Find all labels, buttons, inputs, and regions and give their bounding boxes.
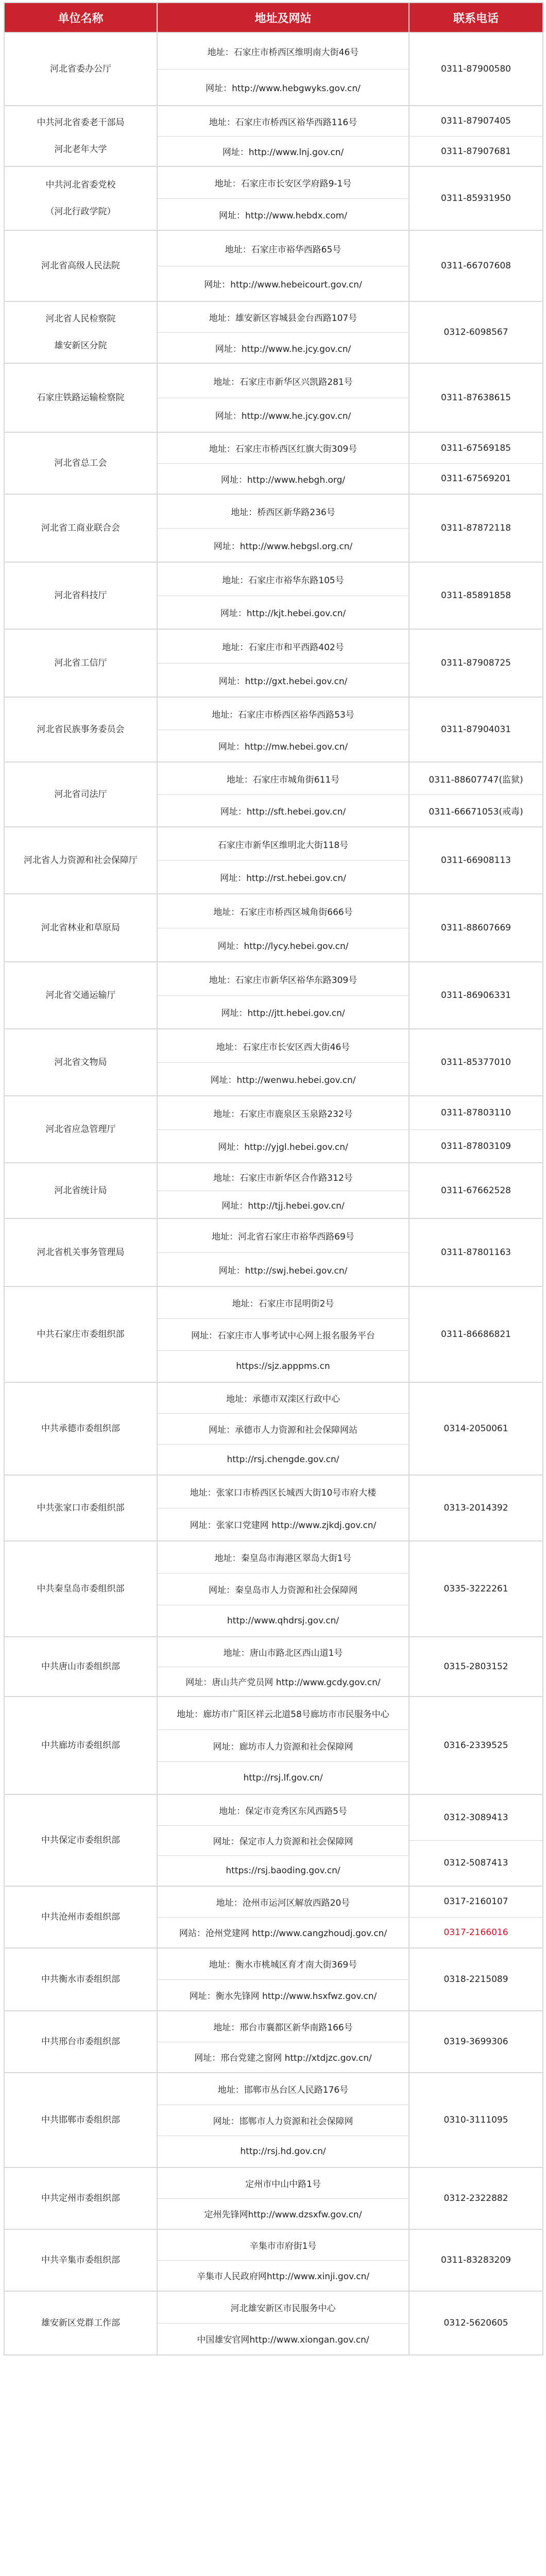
website-text[interactable]: 网址：http://wenwu.hebei.gov.cn/ [210, 1075, 356, 1086]
phone-number: 0312-3089413 [443, 1812, 508, 1823]
phone-number: 0311-67569185 [441, 443, 511, 453]
unit-name: 中共承德市委组织部 [41, 1423, 120, 1434]
address-text: 地址：石家庄市桥西区城角街666号 [213, 907, 353, 918]
phone-number: 0319-3699306 [443, 2036, 508, 2047]
website-text[interactable]: 网址：http://www.hebgwyks.gov.cn/ [206, 83, 361, 94]
phone-number: 0311-87907681 [441, 146, 511, 157]
website-text[interactable]: https://rsj.baoding.gov.cn/ [226, 1866, 340, 1876]
unit-name: 河北省人力资源和社会保障厅 [24, 855, 138, 866]
table-row [4, 1096, 543, 1163]
address-text: 河北雄安新区市民服务中心 [230, 2303, 336, 2314]
unit-name: 中共邯郸市委组织部 [41, 2114, 120, 2125]
phone-number: 0311-83283209 [441, 2255, 511, 2265]
table-row [4, 363, 543, 432]
website-text[interactable]: https://sjz.apppms.cn [236, 1361, 330, 1371]
unit-name: 河北省民族事务委员会 [37, 724, 125, 735]
phone-cell [409, 697, 543, 762]
phone-cell [409, 2291, 543, 2355]
phone-number: 0311-85931950 [441, 193, 511, 204]
address-website-cell [157, 432, 409, 494]
unit-name-cell [4, 762, 157, 827]
phone-number: 0311-66908113 [441, 855, 511, 866]
phone-number: 0311-86686821 [441, 1329, 511, 1340]
website-text[interactable]: 网址：http://www.he.jcy.gov.cn/ [215, 344, 351, 354]
phone-cell [409, 32, 543, 106]
table-row [4, 1886, 543, 1948]
website-text[interactable]: 网址：衡水先锋网 http://www.hsxfwz.gov.cn/ [189, 1991, 377, 2002]
website-text: 网址：保定市人力资源和社会保障网 [213, 1836, 353, 1847]
address-website-cell [157, 1286, 409, 1382]
unit-name-cell [4, 1886, 157, 1948]
unit-name: 河北省司法厅 [54, 789, 107, 800]
table-row [4, 1475, 543, 1541]
address-website-cell [157, 1948, 409, 2011]
address-text: 地址：保定市竞秀区东风西路5号 [219, 1806, 347, 1817]
phone-number: 0312-2322882 [443, 2193, 508, 2204]
address-website-cell [157, 166, 409, 230]
unit-name: 中共河北省委党校 [45, 180, 116, 190]
address-text: 地址：石家庄市新华区裕华东路309号 [209, 975, 357, 986]
unit-name: 中共唐山市委组织部 [41, 1661, 120, 1672]
phone-cell [409, 894, 543, 962]
address-website-cell [157, 629, 409, 697]
website-text[interactable]: 网址：http://gxt.hebei.gov.cn/ [218, 676, 348, 687]
table-row [4, 166, 543, 230]
phone-cell [409, 106, 543, 166]
table-row [4, 1029, 543, 1096]
website-text[interactable]: 网址：http://swj.hebei.gov.cn/ [218, 1265, 348, 1276]
address-website-cell [157, 1541, 409, 1637]
website-text: 网址：承德市人力资源和社会保障网站 [209, 1425, 357, 1435]
phone-number: 0311-66671053(戒毒) [429, 807, 523, 817]
unit-name: 雄安新区党群工作部 [41, 2317, 120, 2328]
address-website-cell [157, 827, 409, 894]
phone-cell [409, 1697, 543, 1794]
website-text[interactable]: 网站：沧州党建网 http://www.cangzhoudj.gov.cn/ [179, 1928, 387, 1939]
unit-name-cell [4, 1163, 157, 1218]
unit-name-cell [4, 2011, 157, 2073]
phone-number: 0311-87801163 [441, 1247, 511, 1258]
table-row [4, 1637, 543, 1697]
website-text[interactable]: http://rsj.chengde.gov.cn/ [227, 1454, 339, 1465]
address-website-cell [157, 1218, 409, 1286]
unit-name: 河北省人民检察院 [45, 314, 116, 324]
website-text[interactable]: 网址：http://www.hebgsl.org.cn/ [213, 541, 353, 552]
unit-name: 河北省交通运输厅 [45, 990, 116, 1001]
address-text: 地址：邢台市襄都区新华南路166号 [213, 2022, 353, 2033]
table-row [4, 962, 543, 1029]
address-website-cell [157, 697, 409, 762]
unit-name: （河北行政学院） [45, 207, 116, 217]
phone-cell [409, 1163, 543, 1218]
address-website-cell [157, 1382, 409, 1475]
unit-name: 雄安新区分院 [54, 341, 107, 351]
unit-name: 河北省总工会 [54, 458, 107, 468]
table-row [4, 2073, 543, 2167]
phone-number: 0310-3111095 [443, 2114, 508, 2125]
phone-cell [409, 2011, 543, 2073]
unit-name-cell [4, 1096, 157, 1163]
address-text: 地址：石家庄市桥西区裕华西路53号 [212, 709, 354, 720]
phone-cell [409, 1541, 543, 1637]
table-row [4, 2229, 543, 2291]
phone-number: 0311-67662528 [441, 1185, 511, 1196]
address-text: 地址：廊坊市广阳区祥云北道58号廊坊市市民服务中心 [177, 1709, 389, 1720]
unit-name-cell [4, 827, 157, 894]
address-website-cell [157, 762, 409, 827]
unit-name: 河北省高级人民法院 [41, 261, 120, 271]
website-text[interactable]: http://rsj.hd.gov.cn/ [240, 2146, 326, 2157]
address-text: 石家庄市新华区维明北大街118号 [217, 840, 349, 851]
header-phone: 联系电话 [409, 3, 543, 32]
phone-number: 0311-87872118 [441, 523, 511, 533]
phone-number: 0311-67569201 [441, 473, 511, 484]
phone-cell [409, 1382, 543, 1475]
phone-number: 0311-87907405 [441, 116, 511, 126]
unit-name-cell [4, 494, 157, 562]
address-text: 地址：张家口市桥西区长城西大街10号市府大楼 [190, 1487, 377, 1498]
address-text: 地址：河北省石家庄市裕华西路69号 [212, 1232, 354, 1242]
table-row [4, 432, 543, 494]
unit-name-cell [4, 1697, 157, 1794]
phone-cell [409, 2167, 543, 2229]
unit-name: 中共河北省委老干部局 [37, 117, 125, 128]
table-header-row [4, 3, 543, 32]
header-unit-name: 单位名称 [4, 3, 157, 32]
phone-number: 0335-3222261 [443, 1583, 508, 1594]
website-text[interactable]: 网址：http://www.he.jcy.gov.cn/ [215, 411, 351, 421]
table-row [4, 1541, 543, 1637]
unit-name-cell [4, 1286, 157, 1382]
address-text: 地址：石家庄市昆明街2号 [232, 1299, 334, 1310]
phone-cell [409, 562, 543, 629]
phone-cell [409, 494, 543, 562]
phone-number: 0311-87803109 [441, 1141, 511, 1151]
address-text: 地址：承德市双滦区行政中心 [226, 1394, 340, 1405]
unit-name: 中共定州市委组织部 [41, 2193, 120, 2204]
website-text[interactable]: 网址：http://kjt.hebei.gov.cn/ [220, 608, 346, 619]
phone-cell [409, 1475, 543, 1541]
website-text[interactable]: 网址：http://sft.hebei.gov.cn/ [220, 807, 346, 817]
recruitment-contact-table [4, 2, 543, 2355]
phone-cell [409, 432, 543, 494]
website-text[interactable]: 网址：http://tjj.hebei.gov.cn/ [221, 1200, 345, 1211]
phone-number: 0316-2339525 [443, 1740, 508, 1751]
phone-number: 0311-88607669 [441, 923, 511, 933]
phone-number: 0313-2014392 [443, 1502, 508, 1513]
table-body [4, 32, 543, 2355]
website-text[interactable]: http://www.qhdrsj.gov.cn/ [227, 1615, 339, 1626]
address-website-cell [157, 363, 409, 432]
address-text: 辛集市市府街1号 [249, 2241, 317, 2251]
address-text: 地址：雄安新区容城县金台西路107号 [209, 313, 357, 324]
address-website-cell [157, 1794, 409, 1886]
website-text: 网址：邯郸市人力资源和社会保障网 [213, 2116, 353, 2127]
header-address-website: 地址及网站 [157, 3, 409, 32]
phone-cell [409, 1637, 543, 1697]
unit-name: 河北省应急管理厅 [45, 1124, 116, 1134]
address-text: 地址：石家庄市长安区学府路9-1号 [214, 179, 352, 189]
website-text[interactable]: 网址：http://www.hebeicourt.gov.cn/ [204, 280, 362, 290]
phone-number: 0311-87904031 [441, 724, 511, 735]
phone-cell [409, 1948, 543, 2011]
address-website-cell [157, 562, 409, 629]
phone-number: 0311-87908725 [441, 658, 511, 668]
address-website-cell [157, 2167, 409, 2229]
phone-cell [409, 629, 543, 697]
unit-name-cell [4, 697, 157, 762]
unit-name-cell [4, 432, 157, 494]
phone-cell [409, 1794, 543, 1886]
phone-number: 0311-85377010 [441, 1057, 511, 1067]
table-row [4, 1286, 543, 1382]
address-text: 地址：唐山市路北区西山道1号 [223, 1648, 343, 1658]
address-website-cell [157, 1697, 409, 1794]
address-website-cell [157, 1029, 409, 1096]
unit-name: 河北省机关事务管理局 [37, 1247, 125, 1258]
address-text: 地址：秦皇岛市海港区翠岛大街1号 [214, 1553, 352, 1564]
unit-name-cell [4, 1475, 157, 1541]
table-row [4, 494, 543, 562]
unit-name: 河北省统计局 [54, 1185, 107, 1196]
address-website-cell [157, 1475, 409, 1541]
website-text[interactable]: 网址：邢台党建之窗网 http://xtdjzc.gov.cn/ [194, 2053, 372, 2064]
table-row [4, 1948, 543, 2011]
address-website-cell [157, 494, 409, 562]
table-row [4, 106, 543, 166]
table-row [4, 1382, 543, 1475]
unit-name-cell [4, 1637, 157, 1697]
phone-cell [409, 301, 543, 363]
unit-name-cell [4, 562, 157, 629]
unit-name-cell [4, 2229, 157, 2291]
unit-name: 中共沧州市委组织部 [41, 1911, 120, 1922]
unit-name-cell [4, 894, 157, 962]
unit-name: 中共张家口市委组织部 [37, 1502, 125, 1513]
table-row [4, 562, 543, 629]
address-website-cell [157, 106, 409, 166]
address-text: 地址：邯郸市丛台区人民路176号 [217, 2084, 349, 2095]
phone-number: 0312-5087413 [443, 1858, 508, 1869]
phone-number: 0312-5620605 [443, 2317, 508, 2328]
website-text[interactable]: 网址：http://www.lnj.gov.cn/ [222, 147, 344, 158]
address-website-cell [157, 1637, 409, 1697]
website-text[interactable]: 网址：http://www.hebgh.org/ [220, 474, 346, 485]
unit-name-cell [4, 1382, 157, 1475]
table-row [4, 697, 543, 762]
table-row [4, 301, 543, 363]
website-text: 网址：石家庄市人事考试中心网上报名服务平台 [191, 1330, 375, 1341]
address-text: 地址：石家庄市和平西路402号 [222, 642, 344, 653]
address-text: 地址：石家庄市桥西区裕华西路116号 [209, 117, 357, 128]
address-website-cell [157, 962, 409, 1029]
address-text: 地址：石家庄市鹿泉区玉泉路232号 [213, 1109, 353, 1120]
unit-name-cell [4, 2073, 157, 2167]
unit-name: 河北省林业和草原局 [41, 923, 120, 933]
website-text[interactable]: 定州先锋网http://www.dzsxfw.gov.cn/ [204, 2210, 362, 2221]
table-row [4, 827, 543, 894]
unit-name: 河北老年大学 [54, 144, 107, 155]
table-row [4, 1697, 543, 1794]
unit-name-cell [4, 301, 157, 363]
unit-name-cell [4, 363, 157, 432]
address-text: 地址：石家庄市城角街611号 [226, 774, 340, 785]
table-row [4, 1218, 543, 1286]
website-text[interactable]: 中国雄安官网http://www.xiongan.gov.cn/ [197, 2335, 369, 2346]
phone-number: 0317-2166016 [443, 1927, 508, 1938]
unit-name-cell [4, 1541, 157, 1637]
unit-name-cell [4, 230, 157, 301]
address-text: 地址：石家庄市裕华西路65号 [225, 244, 342, 255]
phone-number: 0315-2803152 [443, 1661, 508, 1672]
phone-cell [409, 363, 543, 432]
address-text: 地址：石家庄市裕华东路105号 [222, 575, 344, 586]
unit-name: 河北省文物局 [54, 1057, 107, 1067]
address-website-cell [157, 1096, 409, 1163]
unit-name-cell [4, 1218, 157, 1286]
table-row [4, 762, 543, 827]
unit-name-cell [4, 106, 157, 166]
phone-cell [409, 230, 543, 301]
address-text: 地址：桥西区新华路236号 [231, 507, 335, 518]
table-row [4, 1794, 543, 1886]
website-text[interactable]: 网址：http://lycy.hebei.gov.cn/ [217, 941, 349, 952]
website-text[interactable]: 网址：张家口党建网 http://www.zjkdj.gov.cn/ [190, 1520, 377, 1531]
unit-name: 中共保定市委组织部 [41, 1835, 120, 1845]
table-row [4, 230, 543, 301]
phone-cell [409, 962, 543, 1029]
phone-number: 0311-86906331 [441, 990, 511, 1001]
phone-number: 0311-85891858 [441, 590, 511, 601]
phone-number: 0312-6098567 [443, 327, 508, 337]
table-row [4, 629, 543, 697]
unit-name: 中共秦皇岛市委组织部 [37, 1583, 125, 1594]
address-text: 地址：沧州市运河区解放西路20号 [216, 1897, 350, 1908]
website-text: 网址：秦皇岛市人力资源和社会保障网 [209, 1585, 357, 1596]
website-text[interactable]: 网址：http://www.hebdx.com/ [219, 210, 347, 221]
unit-name-cell [4, 2167, 157, 2229]
table-row [4, 2167, 543, 2229]
address-text: 地址：石家庄市新华区合作路312号 [213, 1173, 353, 1183]
phone-number: 0318-2215089 [443, 1974, 508, 1985]
address-website-cell [157, 1163, 409, 1218]
phone-cell [409, 2229, 543, 2291]
phone-number: 0311-87803110 [441, 1108, 511, 1118]
table-row [4, 894, 543, 962]
address-text: 地址：石家庄市桥西区维明南大街46号 [207, 47, 359, 58]
address-website-cell [157, 301, 409, 363]
table-row [4, 2011, 543, 2073]
website-text: 网址：廊坊市人力资源和社会保障网 [213, 1741, 353, 1752]
unit-name-cell [4, 1029, 157, 1096]
unit-name-cell [4, 1794, 157, 1886]
website-text[interactable]: 网址：http://mw.hebei.gov.cn/ [218, 742, 348, 752]
phone-number: 0311-87900580 [441, 64, 511, 74]
address-website-cell [157, 2291, 409, 2355]
table-row [4, 2291, 543, 2355]
address-website-cell [157, 230, 409, 301]
unit-name: 石家庄铁路运输检察院 [37, 393, 125, 403]
unit-name: 中共廊坊市委组织部 [41, 1740, 120, 1751]
phone-cell [409, 1029, 543, 1096]
unit-name-cell [4, 2291, 157, 2355]
unit-name-cell [4, 629, 157, 697]
unit-name: 河北省工商业联合会 [41, 523, 120, 533]
address-text: 地址：石家庄市新华区兴凯路281号 [213, 377, 353, 387]
phone-number: 0317-2160107 [443, 1896, 508, 1907]
address-website-cell [157, 894, 409, 962]
website-text[interactable]: 网址：http://yjgl.hebei.gov.cn/ [218, 1142, 348, 1153]
website-text[interactable]: 网址：http://rst.hebei.gov.cn/ [220, 873, 346, 884]
phone-cell [409, 1218, 543, 1286]
address-text: 定州市中山中路1号 [245, 2179, 321, 2190]
unit-name: 河北省科技厅 [54, 590, 107, 601]
unit-name: 中共辛集市委组织部 [41, 2255, 120, 2265]
address-text: 地址：衡水市桃城区育才南大街369号 [209, 1960, 357, 1971]
phone-cell [409, 762, 543, 827]
website-text[interactable]: 网址：http://jtt.hebei.gov.cn/ [221, 1008, 345, 1019]
phone-cell [409, 1286, 543, 1382]
unit-name: 河北省委办公厅 [50, 64, 111, 74]
address-website-cell [157, 2011, 409, 2073]
website-text[interactable]: http://rsj.lf.gov.cn/ [243, 1773, 323, 1784]
phone-number: 0311-88607747(监狱) [429, 774, 523, 785]
phone-number: 0311-87638615 [441, 393, 511, 403]
phone-cell [409, 1886, 543, 1948]
website-text[interactable]: 网址：唐山共产党员网 http://www.gcdy.gov.cn/ [185, 1677, 381, 1688]
table-row [4, 1163, 543, 1218]
website-text[interactable]: 辛集市人民政府网http://www.xinji.gov.cn/ [196, 2272, 370, 2282]
address-website-cell [157, 2229, 409, 2291]
phone-cell [409, 166, 543, 230]
phone-cell [409, 1096, 543, 1163]
unit-name: 中共衡水市委组织部 [41, 1974, 120, 1985]
phone-cell [409, 827, 543, 894]
unit-name: 中共邢台市委组织部 [41, 2036, 120, 2047]
unit-name-cell [4, 962, 157, 1029]
address-website-cell [157, 32, 409, 106]
address-website-cell [157, 1886, 409, 1948]
phone-number: 0314-2050061 [443, 1423, 508, 1434]
address-text: 地址：石家庄市长安区西大街46号 [216, 1042, 350, 1053]
phone-cell [409, 2073, 543, 2167]
unit-name: 中共石家庄市委组织部 [37, 1329, 125, 1340]
unit-name: 河北省工信厅 [54, 658, 107, 668]
address-website-cell [157, 2073, 409, 2167]
table-row [4, 32, 543, 106]
unit-name-cell [4, 166, 157, 230]
unit-name-cell [4, 32, 157, 106]
unit-name-cell [4, 1948, 157, 2011]
address-text: 地址：石家庄市桥西区红旗大街309号 [209, 444, 357, 454]
phone-number: 0311-66707608 [441, 261, 511, 271]
